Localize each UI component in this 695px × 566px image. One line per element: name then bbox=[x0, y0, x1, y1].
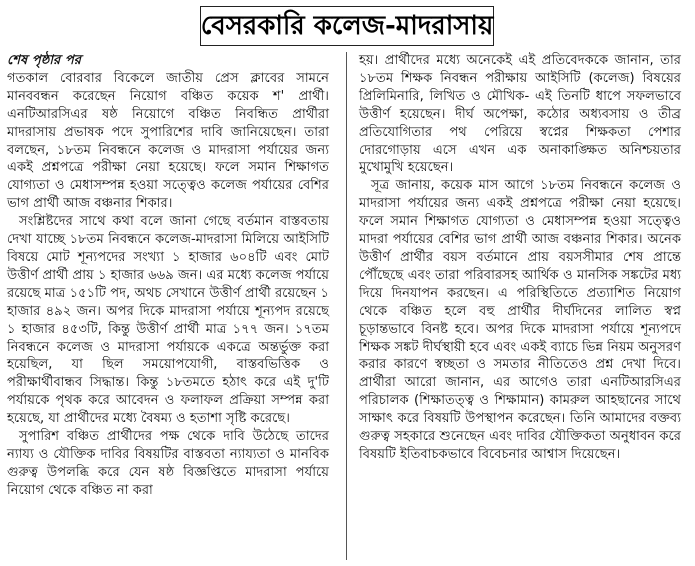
left-paragraph-2: সংশ্লিষ্টদের সাথে কথা বলে জানা গেছে বর্তমান বাস্তবতায় দেখা যাচ্ছে ১৮তম নিবন্ধনে কলেজ-মাদরাসা মিলিয়ে আইসিটি বিষয়ে মোট শূন্যপদের সংখ্যা ১ হাজার ৬০৪টি এবং মোট উত্তীর্ণ প্রার্থী প্রায় ১ হাজার ৬৬৯ জন। এর মধ্যে কলেজ পর্যায়ে রয়েছে মাত্র ১৫১টি পদ, অথচ সেখানে উত্তীর্ণ প্রার্থী রয়েছেন ১ হাজার ৪৯২ জন। অপর দিকে মাদরাসা পর্যায়ে শূন্যপদ রয়েছে ১ হাজার ৪৫৩টি, কিন্তু উত্তীর্ণ প্রার্থী মাত্র ১৭৭ জন। ১৭তম নিবন্ধনে কলেজ ও মাদরাসা পর্যায়কে একত্রে অন্তর্ভুক্ত করা হয়েছিল, যা ছিল সময়োপযোগী, বাস্তবভিত্তিক ও পরীক্ষার্থীবান্ধব সিদ্ধান্ত। কিন্তু ১৮তমতে হঠাৎ করে এই দু'টি পর্যায়কে পৃথক করে আবেদন ও ফলাফল প্রক্রিয়া সম্পন্ন করা হয়েছে, যা প্রার্থীদের মধ্যে বৈষম্য ও হতাশা সৃষ্টি করেছে। bbox=[7, 214, 329, 427]
headline-box bbox=[200, 6, 494, 46]
right-paragraph-1: হয়। প্রার্থীদের মধ্যে অনেকেই এই প্রতিবেদককে জানান, তার ১৮তম শিক্ষক নিবন্ধন পরীক্ষায় আইসিটি (কলেজ) বিষয়ের প্রিলিমিনারি, লিখিত ও মৌখিক- এই তিনটি ধাপে সফলভাবে উত্তীর্ণ হয়েছেন। দীর্ঘ অপেক্ষা, কঠোর অধ্যবসায় ও তীব্র প্রতিযোগিতার পথ পেরিয়ে স্বপ্নের শিক্ষকতা পেশার দোরগোড়ায় এসে এখন এক অনাকাঙ্ক্ষিত অনিশ্চয়তার মুখোমুখি হয়েছেন। bbox=[359, 53, 681, 176]
left-column bbox=[7, 52, 329, 500]
article-headline: বেসরকারি কলেজ-মাদরাসায় bbox=[200, 11, 494, 41]
right-column bbox=[359, 52, 681, 464]
left-paragraph-1: গতকাল বোরবার বিকেলে জাতীয় প্রেস ক্লাবের সামনে মানববন্ধন করেছেন নিয়োগ বঞ্চিত কয়েক শ' প্রার্থী। এনটিআরসিএর ষষ্ঠ নিয়োগে বঞ্চিত নিবন্ধিত প্রার্থীরা মাদরাসায় প্রভাষক পদে সুপারিশের দাবি জানিয়েছেন। তারা বলছেন, ১৮তম নিবন্ধনে কলেজ ও মাদরাসা পর্যায়ের জন্য একই প্রশ্নপত্রে পরীক্ষা নেয়া হয়েছে। ফলে সমান শিক্ষাগত যোগ্যতা ও মেধাসম্পন্ন হওয়া সত্ত্বেও কলেজ পর্যায়ের বেশির ভাগ প্রার্থী আজ বঞ্চনার শিকার। bbox=[7, 70, 329, 212]
right-paragraph-2: সূত্র জানায়, কয়েক মাস আগে ১৮তম নিবন্ধনে কলেজ ও মাদরাসা পর্যায়ের জন্য একই প্রশ্নপত্রে পরীক্ষা নেয়া হয়েছে। ফলে সমান শিক্ষাগত যোগ্যতা ও মেধাসম্পন্ন হওয়া সত্ত্বেও মাদরা পর্যায়ের বেশির ভাগ প্রার্থী আজ বঞ্চনার শিকার। অনেক উত্তীর্ণ প্রার্থীর বয়স বর্তমানে প্রায় বয়সসীমার শেষ প্রান্তে পৌঁছেছে এবং তারা পরিবারসহ আর্থিক ও মানসিক সঙ্কটের মধ্য দিয়ে দিনযাপন করছেন। এ পরিস্থিতিতে প্রত্যাশিত নিয়োগ থেকে বঞ্চিত হলে বহু প্রার্থীর দীর্ঘদিনের লালিত স্বপ্ন চূড়ান্তভাবে বিনষ্ট হবে। অপর দিকে মাদরাসা পর্যায়ে শূন্যপদে শিক্ষক সঙ্কট দীর্ঘস্থায়ী হবে এবং একই ব্যাচে ভিন্ন নিয়ম অনুসরণ করার কারণে স্বচ্ছতা ও সমতার নীতিতেও প্রশ্ন দেখা দিবে। প্রার্থীরা আরো জানান, এর আগেও তারা এনটিআরসিএর পরিচালক (শিক্ষাতত্ত্ব ও শিক্ষামান) কামরুল আহছানের সাথে সাক্ষাৎ করে বিষয়টি উপস্থাপন করেছেন। তিনি আমাদের বক্তব্য গুরুত্ব সহকারে শুনেছেন এবং দাবির যৌক্তিকতা অনুধাবন করে বিষয়টি ইতিবাচকভাবে বিবেচনার আশ্বাস দিয়েছেন। bbox=[359, 178, 681, 462]
continued-from-label: শেষ পৃষ্ঠার পর bbox=[7, 53, 81, 68]
left-paragraph-3: সুপারিশ বঞ্চিত প্রার্থীদের পক্ষ থেকে দাবি উঠেছে তাদের ন্যায্য ও যৌক্তিক দাবির বিষয়টির বাস্তবতা ন্যায্যতা ও মানবিক গুরুত্ব উপলব্ধি করে যেন ষষ্ঠ বিজ্ঞপ্তিতে মাদরাসা পর্যায়ে নিয়োগ থেকে বঞ্চিত না করা bbox=[7, 429, 329, 498]
column-divider bbox=[346, 52, 347, 560]
